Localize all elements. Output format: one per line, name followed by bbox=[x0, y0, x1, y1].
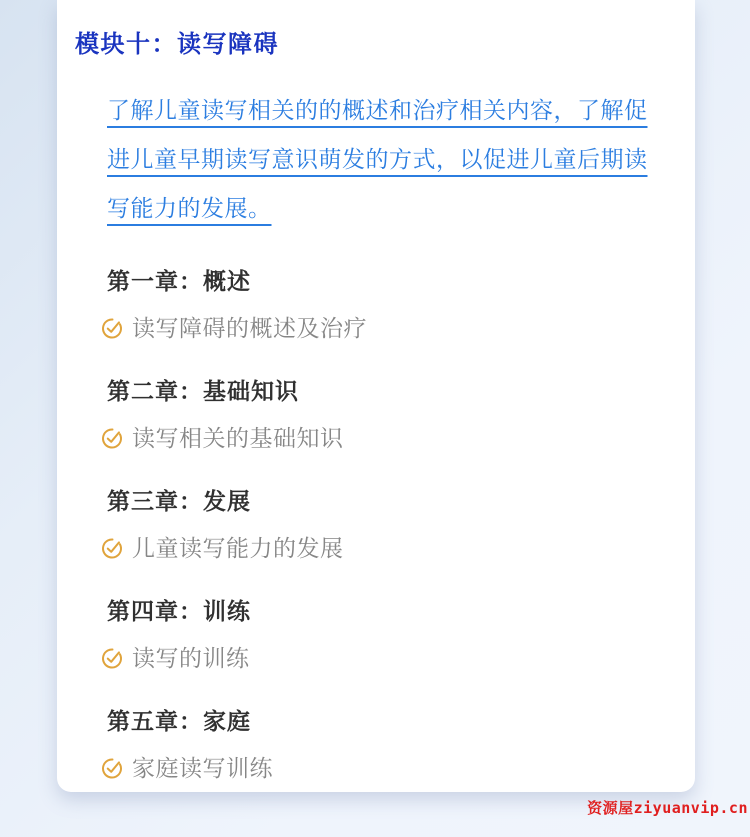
lesson-item-5[interactable] bbox=[107, 753, 669, 783]
lesson-item-label: 家庭读写训练 bbox=[132, 755, 273, 781]
check-circle-icon bbox=[100, 756, 124, 780]
chapter-heading-3: 第三章：发展 bbox=[107, 488, 251, 514]
module-description bbox=[107, 86, 669, 233]
lesson-item-label: 读写相关的基础知识 bbox=[132, 425, 344, 451]
description-line: 了解儿童读写相关的的概述和治疗相关内容，了解促 bbox=[107, 97, 648, 123]
check-circle-icon bbox=[100, 646, 124, 670]
lesson-item-2[interactable] bbox=[107, 423, 669, 453]
chapter-heading-2: 第二章：基础知识 bbox=[107, 378, 299, 404]
lesson-item-label: 儿童读写能力的发展 bbox=[132, 535, 344, 561]
site-watermark: 资源屋ziyuanvip.cn bbox=[587, 799, 748, 817]
lesson-item-3[interactable] bbox=[107, 533, 669, 563]
chapter-heading-4: 第四章：训练 bbox=[107, 598, 251, 624]
lesson-item-1[interactable] bbox=[107, 313, 669, 343]
module-title: 模块十：读写障碍 bbox=[75, 31, 279, 58]
check-circle-icon bbox=[100, 426, 124, 450]
check-circle-icon bbox=[100, 536, 124, 560]
lesson-item-4[interactable] bbox=[107, 643, 669, 673]
lesson-item-label: 读写障碍的概述及治疗 bbox=[132, 315, 367, 341]
module-card bbox=[57, 0, 695, 792]
chapter-heading-1: 第一章：概述 bbox=[107, 268, 251, 294]
lesson-item-label: 读写的训练 bbox=[132, 645, 250, 671]
description-line: 进儿童早期读写意识萌发的方式，以促进儿童后期读 bbox=[107, 146, 648, 172]
description-line: 写能力的发展。 bbox=[107, 195, 272, 221]
module-content bbox=[107, 86, 669, 783]
chapter-heading-5: 第五章：家庭 bbox=[107, 708, 251, 734]
check-circle-icon bbox=[100, 316, 124, 340]
